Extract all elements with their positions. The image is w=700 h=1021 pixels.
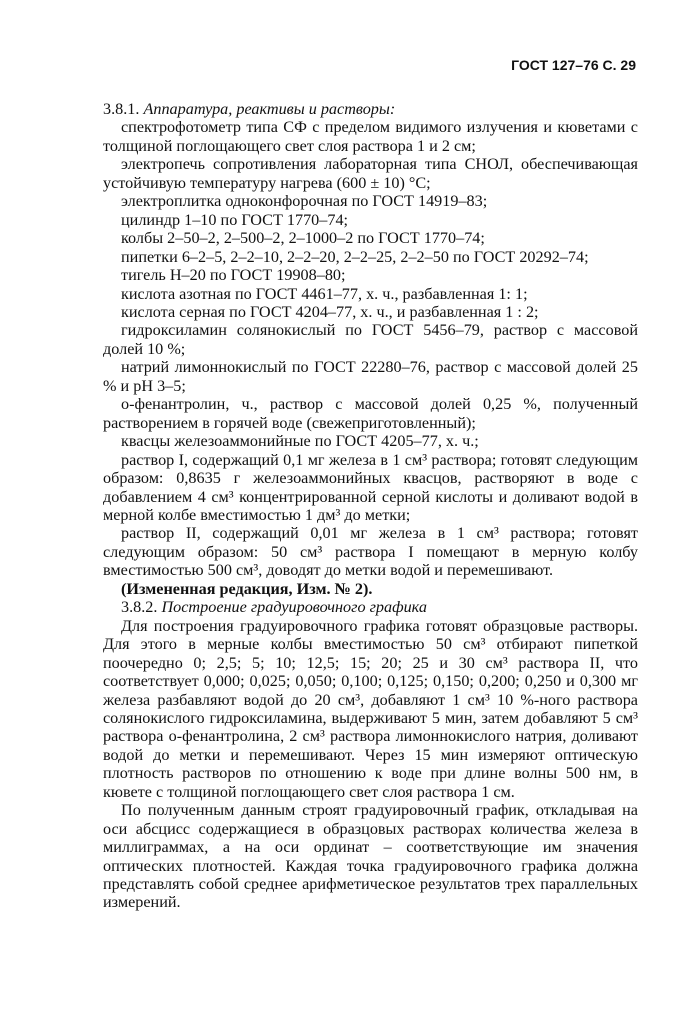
- list-item-phenanthroline: о-фенантролин, ч., раствор с массовой долей 0,25 %, полученный растворением в горячей воде (свежеприготовленный);: [103, 395, 638, 432]
- section-title: Построение градуировочного графика: [161, 598, 427, 617]
- list-item-pipettes: пипетки 6–2–5, 2–2–10, 2–2–20, 2–2–25, 2–2–50 по ГОСТ 20292–74;: [121, 247, 589, 266]
- list-item-solution-1: раствор I, содержащий 0,1 мг железа в 1 см³ раствора; готовят следующим образом: 0,8635 г железоаммонийных квасцов, растворяют в воде с добавлением 4 см³ концентрированной серной кислоты и доливают водой в мерной колбе вместимостью 1 дм³ до метки;: [103, 450, 638, 524]
- list-item-nitric-acid: кислота азотная по ГОСТ 4461–77, х. ч., разбавленная 1: 1;: [121, 284, 528, 303]
- section-number: 3.8.1.: [103, 100, 144, 118]
- list-item-sodium-citrate: натрий лимоннокислый по ГОСТ 22280–76, раствор с массовой долей 25 % и pH 3–5;: [103, 358, 638, 395]
- list-item-alum: квасцы железоаммонийные по ГОСТ 4205–77, х. ч.;: [121, 432, 479, 451]
- section-3-8-2-heading: [103, 598, 638, 616]
- list-item-hydroxylamine: гидроксиламин солянокислый по ГОСТ 5456–79, раствор с массовой долей 10 %;: [103, 321, 638, 358]
- document-body: [103, 100, 638, 912]
- list-item-crucible: тигель Н–20 по ГОСТ 19908–80;: [121, 266, 346, 285]
- list-item-cylinder: цилиндр 1–10 по ГОСТ 1770–74;: [121, 210, 349, 229]
- list-item-flasks: колбы 2–50–2, 2–500–2, 2–1000–2 по ГОСТ 1770–74;: [121, 229, 485, 248]
- list-item-solution-2: раствор II, содержащий 0,01 мг железа в 1 см³ раствора; готовят следующим образом: 50 см³ раствора I помещают в мерную колбу вместимостью 500 см³, доводят до метки водой и перемешивают.: [103, 524, 638, 580]
- paragraph-calibration-graph: По полученным данным строят градуировочный график, откладывая на оси абсцисс содержащиеся в образцовых растворах количества железа в миллиграммах, а на оси ординат – соответствующие им значения оптических плотностей. Каждая точка градуировочного графика должна представлять собой среднее арифметическое результатов трех параллельных измерений.: [103, 801, 638, 912]
- section-3-8-1-heading: [103, 100, 638, 118]
- section-title: Аппаратура, реактивы и растворы:: [143, 100, 396, 118]
- running-head: ГОСТ 127–76 С. 29: [511, 57, 636, 73]
- paragraph-calibration-prep: Для построения градуировочного графика готовят образцовые растворы. Для этого в мерные колбы вместимостью 50 см³ отбирают пипеткой поочередно 0; 2,5; 5; 10; 12,5; 15; 20; 25 и 30 см³ раствора II, что соответствует 0,000; 0,025; 0,050; 0,100; 0,125; 0,150; 0,200; 0,250 и 0,300 мг железа разбавляют водой до 20 см³, добавляют 1 см³ 10 %-ного раствора солянокислого гидроксиламина, выдерживают 5 мин, затем добавляют 5 см³ раствора о-фенантролина, 2 см³ раствора лимоннокислого натрия, доливают водой до метки и перемешивают. Через 15 мин измеряют оптическую плотность растворов по отношению к воде при длине волны 500 нм, в кювете с толщиной поглощающего свет слоя раствора 1 см.: [103, 616, 638, 801]
- list-item-sulfuric-acid: кислота серная по ГОСТ 4204–77, х. ч., и разбавленная 1 : 2;: [121, 302, 539, 321]
- amendment-note: (Измененная редакция, Изм. № 2).: [121, 579, 373, 598]
- list-item-furnace: электропечь сопротивления лабораторная типа СНОЛ, обеспечивающая устойчивую температуру нагрева (600 ± 10) °С;: [103, 155, 638, 192]
- section-number: 3.8.2.: [121, 598, 162, 617]
- list-item-hotplate: электроплитка одноконфорочная по ГОСТ 14919–83;: [121, 192, 488, 211]
- list-item-spectrophotometer: спектрофотометр типа СФ с пределом видимого излучения и кюветами с толщиной поглощающего свет слоя раствора 1 и 2 см;: [103, 118, 638, 155]
